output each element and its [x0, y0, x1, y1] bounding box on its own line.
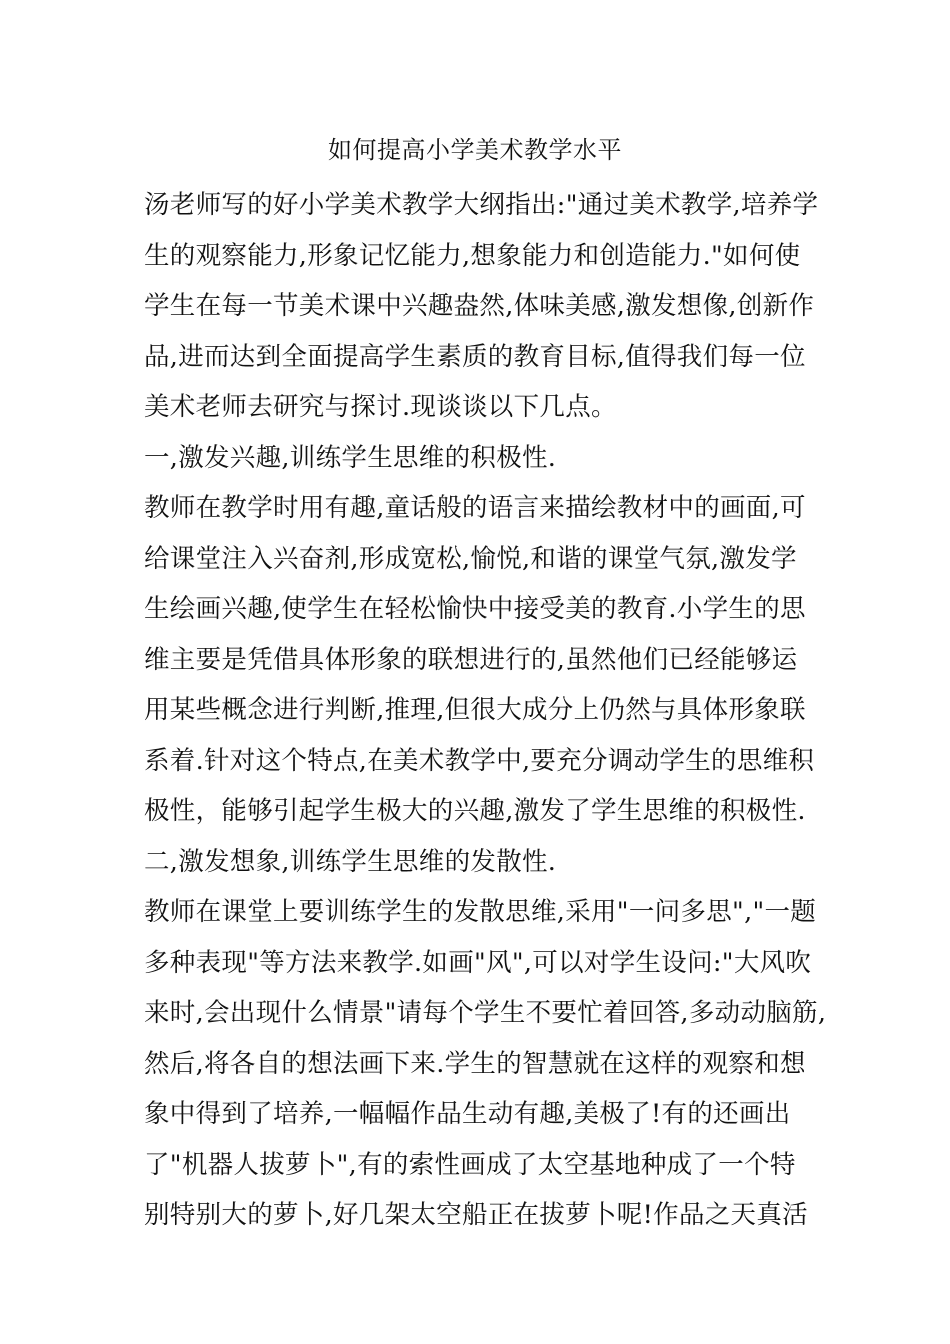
text-line: 别特别大的萝卜,好几架太空船正在拔萝卜呢!作品之天真活 — [144, 1200, 808, 1230]
text-line: 多种表现"等方法来教学.如画"风",可以对学生设问:"大风吹 — [144, 947, 812, 978]
text-line: 系着.针对这个特点,在美术教学中,要充分调动学生的思维积 — [144, 745, 815, 776]
text-line: 来时,会出现什么情景"请每个学生不要忙着回答,多动动脑筋, — [144, 998, 827, 1028]
text-line: 生的观察能力,形象记忆能力,想象能力和创造能力."如何使 — [144, 240, 801, 271]
text-line: 然后,将各自的想法画下来.学生的智慧就在这样的观察和想 — [144, 1048, 806, 1079]
text-line: 维主要是凭借具体形象的联想进行的,虽然他们已经能够运 — [144, 644, 798, 675]
text-line: 生绘画兴趣,使学生在轻松愉快中接受美的教育.小学生的思 — [144, 594, 806, 624]
text-line: 汤老师写的好小学美术教学大纲指出:"通过美术教学,培养学 — [144, 190, 819, 220]
section-heading: 二,激发想象,训练学生思维的发散性. — [144, 846, 557, 877]
text-line: 用某些概念进行判断,推理,但很大成分上仍然与具体形象联 — [144, 695, 806, 725]
text-line: 给课堂注入兴奋剂,形成宽松,愉悦,和谐的课堂气氛,激发学 — [144, 543, 797, 574]
text-line: 象中得到了培养,一幅幅作品生动有趣,美极了!有的还画出 — [144, 1099, 791, 1129]
text-line: 了"机器人拔萝卜",有的索性画成了太空基地种成了一个特 — [144, 1149, 796, 1180]
document-title: 如何提高小学美术教学水平 — [328, 136, 622, 164]
text-line: 教师在课堂上要训练学生的发散思维,采用"一问多思","一题 — [144, 897, 817, 927]
text-line: 学生在每一节美术课中兴趣盎然,体味美感,激发想像,创新作 — [144, 291, 815, 321]
document-body — [144, 180, 827, 1241]
text-line: 教师在教学时用有趣,童话般的语言来描绘教材中的画面,可 — [144, 493, 806, 523]
text-line: 品,进而达到全面提高学生素质的教育目标,值得我们每一位 — [144, 341, 806, 372]
text-line: 极性，能够引起学生极大的兴趣,激发了学生思维的积极性. — [144, 796, 806, 826]
text-line: 美术老师去研究与探讨.现谈谈以下几点。 — [144, 392, 617, 422]
section-heading: 一,激发兴趣,训练学生思维的积极性. — [144, 442, 557, 473]
